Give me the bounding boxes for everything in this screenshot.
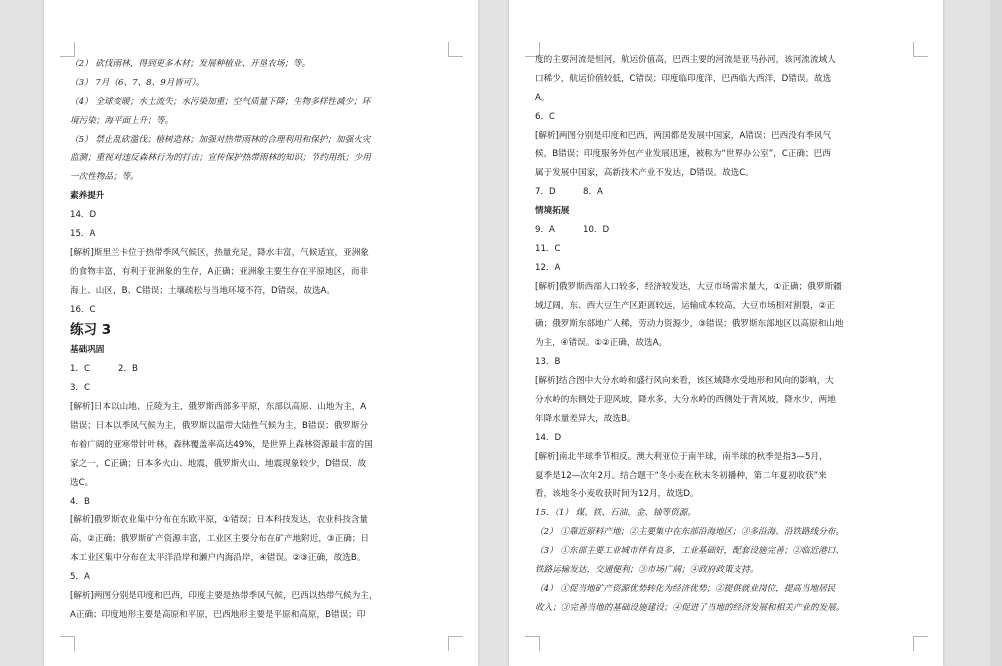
answer-2: 2．B [118, 364, 138, 375]
answer-5-part-5: （5） 禁止乱砍滥伐；植树造林；加强对热带雨林的合理利用和保护；加强火灾 [70, 134, 371, 145]
answer-14: 14．D [535, 432, 562, 443]
left-page-content [70, 55, 456, 625]
answer-10: 10．D [583, 225, 610, 236]
explanation-14-line-2: 夏季是12—次年2月。结合题干“冬小麦在秋末冬初播种，第二年夏初收获”来 [535, 470, 827, 481]
explanation-12-line-3: 确；俄罗斯东部地广人稀，劳动力资源少，③错误；俄罗斯东部地区以高原和山地 [535, 319, 844, 330]
explanation-4-line-2: 高，②正确；俄罗斯矿产资源丰富，工业区主要分布在矿产地附近，③正确；日 [70, 534, 370, 545]
answer-15-part-3: （3） ①东部主要工业城市伴有良多，工业基础好，配套设施完善；②临近港口、 [535, 546, 844, 557]
explanation-3: [解析]日本以山地、丘陵为主，俄罗斯西部多平原，东部以高原、山地为主，A [70, 402, 367, 413]
answer-12: 12．A [535, 262, 561, 273]
section-heading-qingjing: 情境拓展 [535, 206, 570, 217]
explanation-13-end: 年降水量差异大，故选B。 [535, 413, 636, 424]
answers-7-8 [535, 183, 921, 202]
answer-5-part-5-end: 一次性物品；等。 [70, 172, 139, 183]
answer-5-part-4-cont: 境污染；海平面上升；等。 [70, 115, 174, 126]
explanation-12: [解析]俄罗斯西部人口较多，经济较发达，大豆市场需求量大，①正确；俄罗斯疆 [535, 281, 842, 292]
explanation-13: [解析]结合图中大分水岭和盛行风向来看，该区域降水受地形和风向的影响，大 [535, 376, 834, 387]
explanation-5: [解析]两图分别是印度和巴西，印度主要是热带季风气候，巴西以热带气候为主， [70, 591, 378, 602]
answer-5-part-2: （2） 砍伐雨林，得到更多木材；发展种植业、开垦农场；等。 [70, 59, 311, 69]
crop-mark-bottom-right [913, 636, 928, 651]
explanation-5-line-2: A正确；印度地形主要是高原和平原，巴西地形主要是平原和高原，B错误；印 [70, 609, 366, 620]
explanation-13-line-2: 分水岭的东侧处于迎风坡，降水多，大分水岭的西侧处于背风坡，降水少，两地 [535, 395, 836, 406]
answer-5-part-3: （3） 7月（6、7、8、9月皆可）。 [70, 77, 205, 88]
answer-5-part-4: （4） 全球变暖；水土流失；水污染加重；空气质量下降；生物多样性减少；环 [70, 96, 371, 107]
answer-9: 9．A [535, 225, 555, 236]
answer-14: 14．D [70, 210, 97, 221]
answer-15-part-1: 15．（1） 煤、铁、石油、金、铀等资源。 [535, 508, 696, 519]
explanation-15-cont: 的食物丰富，有利于亚洲象的生存，A正确；亚洲象主要生存在平原地区，而非 [70, 266, 369, 277]
explanation-3-line-3: 布着广阔的亚寒带针叶林，森林覆盖率高达49%，是世界上森林资源最丰富的国 [70, 439, 373, 450]
answer-15-part-4: （4） ①促当地矿产资源优势转化为经济优势；②提供就业岗位，提高当地居民 [535, 583, 836, 594]
answer-5: 5．A [70, 572, 90, 583]
answers-1-2 [70, 360, 456, 379]
explanation-3-line-2: 错误；日本以季风气候为主，俄罗斯以温带大陆性气候为主，B错误；俄罗斯分 [70, 421, 369, 432]
explanation-6-line-2: 候，B错误；印度服务外包产业发展迅速，被称为“世界办公室”，C正确；巴西 [535, 149, 831, 160]
explanation-15-end: 海上、山区，B、C错误；土壤疏松与当地环境不符，D错误，故选A。 [70, 285, 336, 296]
explanation-14-end: 看，该地冬小麦收获时间为12月，故选D。 [535, 489, 699, 500]
explanation-12-end: 为主，④错误。①②正确，故选A。 [535, 338, 668, 349]
answer-7: 7．D [535, 187, 556, 198]
crop-mark-bottom-right [448, 636, 463, 651]
right-page-content [535, 51, 921, 618]
document-page-right [509, 0, 943, 666]
answer-13: 13．B [535, 357, 561, 368]
answer-5-part-5-cont: 监测；重视对违反森林行为的打击；宣传保护热带雨林的知识；节约用纸；少用 [70, 153, 371, 164]
explanation-6: [解析]两图分别是印度和巴西，两国都是发展中国家，A错误；巴西没有季风气 [535, 130, 832, 141]
document-page-left [44, 0, 478, 666]
answer-6: 6．C [535, 111, 556, 122]
explanation-4: [解析]俄罗斯农业集中分布在东欧平原，①错误；日本科技发达，农业科技含量 [70, 515, 369, 526]
answer-15-part-2: （2） ①靠近原料产地；②主要集中在东部沿海地区；③多沿海、沿铁路线分布。 [535, 527, 844, 538]
explanation-6-end: 属于发展中国家，高新技术产业不发达，D错误。故选C。 [535, 168, 754, 179]
explanation-5-line-4: 口稀少，航运价值较低，C错误；印度临印度洋，巴西临大西洋，D错误。故选 [535, 73, 832, 84]
crop-mark-bottom-left [525, 636, 540, 651]
answer-16: 16．C [70, 304, 96, 315]
vertical-scrollbar[interactable] [990, 0, 1002, 666]
crop-mark-bottom-left [60, 636, 75, 651]
answer-1: 1．C [70, 364, 91, 375]
answers-9-10 [535, 221, 921, 240]
answer-15-part-3-cont: 铁路运输发达，交通便利；③市场广阔；④政府政策支持。 [535, 565, 759, 576]
section-heading-suyang: 素养提升 [70, 191, 105, 202]
exercise-3-title: 练习 3 [70, 322, 112, 339]
explanation-5-line-3: 度的主要河流是恒河，航运价值高，巴西主要的河流是亚马孙河，该河流流域人 [535, 55, 836, 65]
explanation-3-end: 选C。 [70, 477, 94, 488]
section-heading-jichu: 基础巩固 [70, 345, 105, 356]
answer-3: 3．C [70, 383, 91, 394]
answer-4: 4．B [70, 496, 90, 507]
answer-8: 8．A [583, 187, 603, 198]
answer-15: 15．A [70, 229, 96, 240]
explanation-15: [解析]斯里兰卡位于热带季风气候区，热量充足，降水丰富，气候适宜，亚洲象 [70, 247, 369, 258]
explanation-5-end: A。 [535, 92, 550, 103]
explanation-4-end: 本工业区集中分布在太平洋沿岸和濑户内海沿岸，④错误。②③正确，故选B。 [70, 553, 366, 564]
explanation-3-line-4: 家之一，C正确；日本多火山、地震，俄罗斯火山、地震现象较少，D错误．故 [70, 458, 367, 469]
answer-15-part-4-cont: 收入；③完善当地的基础设施建设；④促进了当地的经济发展和相关产业的发展。 [535, 602, 845, 613]
answer-11: 11．C [535, 243, 561, 254]
explanation-12-line-2: 域辽阔，东、西大豆生产区距离较远，运输成本较高，大豆市场相对割裂，②正 [535, 300, 835, 311]
explanation-14: [解析]南北半球季节相反。澳大利亚位于南半球，南半球的秋季是指3—5月， [535, 451, 828, 462]
